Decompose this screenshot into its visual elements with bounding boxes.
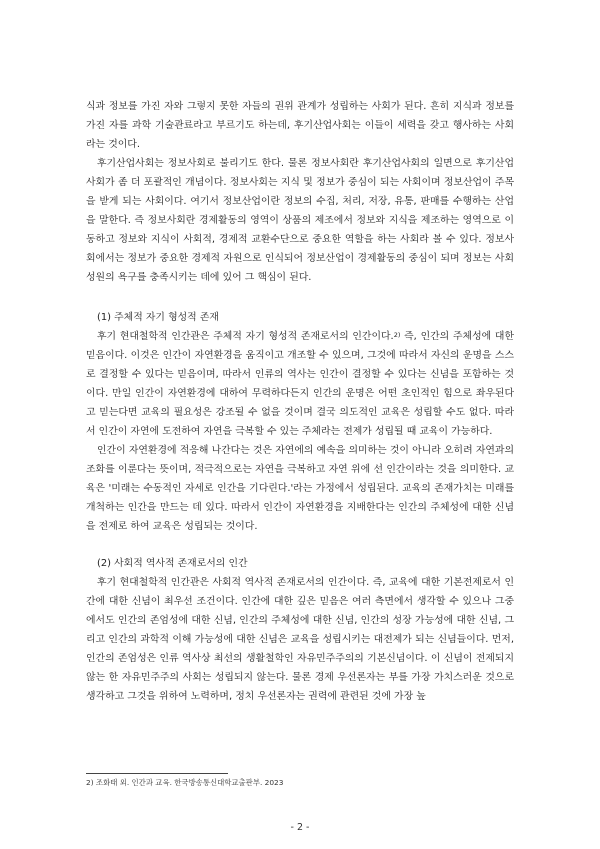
paragraph: 인간이 자연환경에 적응해 나간다는 것은 자연에의 예속을 의미하는 것이 아니라 오히려 자연과의 조화를 이룬다는 뜻이며, 적극적으로는 자연을 극복하고 자연 위에 선 인간이라는 것을 의미한다. 교육은 '미래는 수동적인 자세로 인간을 기다린다.'라는 가정에서 성립된다. 교육의 존재가치는 미래를 개척하는 인간을 만드는 데 있다. 따라서 인간이 자연환경을 지배한다는 인간의 주체성에 대한 신념을 전제로 하여 교육은 성립되는 것이다. — [86, 445, 514, 532]
footnote-divider — [86, 773, 228, 774]
footnote: 2) 조화태 외. 인간과 교육. 한국방송통신대학교출판부. 2023 — [86, 778, 284, 787]
paragraph: 식과 정보를 가진 자와 그렇지 못한 자들의 권위 관계가 성립하는 사회가 된다. 흔히 지식과 정보를 가진 자를 과학 기술관료라고 부르기도 하는데, 후기산업사회는 이들이 세력을 갖고 행사하는 사회라는 것이다. — [86, 101, 514, 150]
page-number: - 2 - — [290, 822, 310, 833]
paragraph-text: 후기 현대철학적 인간관은 주체적 자기 형성적 존재로서의 인간이다. — [97, 331, 394, 342]
paragraph: 후기 현대철학적 인간관은 사회적 역사적 존재로서의 인간이다. 즉, 교육에 대한 기본전제로서 인간에 대한 신념이 최우선 조건이다. 인간에 대한 깊은 믿음은 여러 측면에서 생각할 수 있으나 그중에서도 인간의 존엄성에 대한 신념, 인간의 주체성에 대한 신념, 인간의 성장 가능성에 대한 신념, 그리고 인간의 과학적 이해 가능성에 대한 신념은 교육을 성립시키는 대전제가 되는 신념들이다. 먼저, 인간의 존엄성은 인류 역사상 최선의 생활철학인 자유민주주의의 기본신념이다. 이 신념이 전제되지 않는 한 자유민주주의 사회는 성립되지 않는다. 물론 경제 우선론자는 부를 가장 가치스러운 것으로 생각하고 그것을 위하여 노력하며, 정치 우선론자는 권력에 관련된 것에 가장 높 — [86, 577, 514, 702]
section-heading: (2) 사회적 역사적 존재로서의 인간 — [97, 558, 248, 569]
footnote-marker: 2) — [393, 331, 401, 339]
paragraph-text: 즉, 인간의 주체성에 대한 믿음이다. 이것은 인간이 자연환경을 움직이고 개조할 수 있으며, 그것에 따라서 자신의 운명을 스스로 결정할 수 있다는 믿음이며, 따라서 인류의 역사는 인간이 결정할 수 있다는 신념을 포함하는 것이다. 만일 인간이 자연환경에 대하여 무력하다든지 인간의 운명은 어떤 초인적인 힘으로 좌우된다고 믿는다면 교육의 필요성은 강조될 수 없을 것이며 결국 의도적인 교육은 성립할 수도 없다. 따라서 인간이 자연에 도전하여 자연을 극복할 수 있는 주체라는 전제가 성립될 때 교육이 가능하다. — [86, 331, 514, 437]
section-heading: (1) 주체적 자기 형성적 존재 — [97, 312, 219, 323]
paragraph: 후기산업사회는 정보사회로 불리기도 한다. 물론 정보사회란 후기산업사회의 일면으로 후기산업사회가 좀 더 포괄적인 개념이다. 정보사회는 지식 및 정보가 중심이 되는 사회이며 정보산업이 주목을 받게 되는 사회이다. 여기서 정보산업이란 정보의 수집, 처리, 저장, 유통, 판매를 수행하는 산업을 말한다. 즉 정보사회란 경제활동의 영역이 상품의 제조에서 정보와 지식을 제조하는 영역으로 이동하고 정보와 지식이 사회적, 경제적 교환수단으로 중요한 역할을 하는 사회라 볼 수 있다. 정보사회에서는 정보가 중요한 경제적 자원으로 인식되어 정보산업이 경제활동의 중심이 되며 정보는 사회성원의 욕구를 충족시키는 데에 있어 그 핵심이 된다. — [86, 158, 514, 283]
body-text — [86, 97, 514, 706]
paragraph — [86, 327, 514, 441]
